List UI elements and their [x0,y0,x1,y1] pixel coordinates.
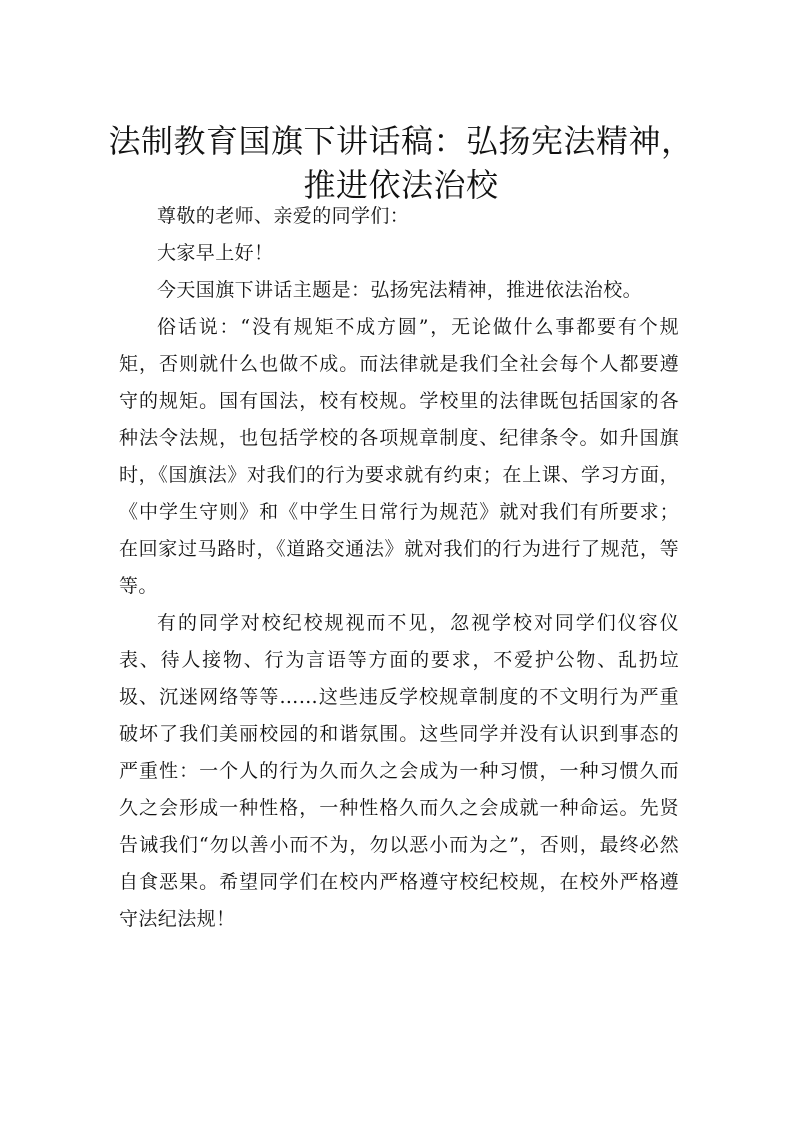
title-line-2: 推进依法治校 [303,166,499,205]
salutation-paragraph: 尊敬的老师、亲爱的同学们： [157,205,410,227]
greeting-paragraph: 大家早上好！ [157,242,274,264]
behavior-paragraph: 有的同学对校纪校规视而不见，忽视学校对同学们仪容仪表、待人接物、行为言语等方面的要求，不爱护公物、乱扔垃圾、沉迷网络等等……这些违反学校规章制度的不文明行为严重破坏了我们美丽校园的和谐氛围。这些同学并没有认识到事态的严重性：一个人的行为久而久之会成为一种习惯，一种习惯久而久之会形成一种性格，一种性格久而久之会成就一种命运。先贤告诫我们“勿以善小而不为，勿以恶小而为之”，否则，最终必然自食恶果。希望同学们在校内严格遵守校纪校规，在校外严格遵守法纪法规！ [119,612,679,930]
document-body [119,198,679,938]
document-title [96,119,706,207]
rules-paragraph: 俗话说：“没有规矩不成方圆”，无论做什么事都要有个规矩，否则就什么也做不成。而法律就是我们全社会每个人都要遵守的规矩。国有国法，校有校规。学校里的法律既包括国家的各种法令法规，也包括学校的各项规章制度、纪律条令。如升国旗时，《国旗法》对我们的行为要求就有约束；在上课、学习方面，《中学生守则》和《中学生日常行为规范》就对我们有所要求；在回家过马路时，《道路交通法》就对我们的行为进行了规范，等等。 [119,316,679,597]
topic-paragraph: 今天国旗下讲话主题是：弘扬宪法精神，推进依法治校。 [157,279,643,301]
title-line-1: 法制教育国旗下讲话稿：弘扬宪法精神， [108,122,694,161]
